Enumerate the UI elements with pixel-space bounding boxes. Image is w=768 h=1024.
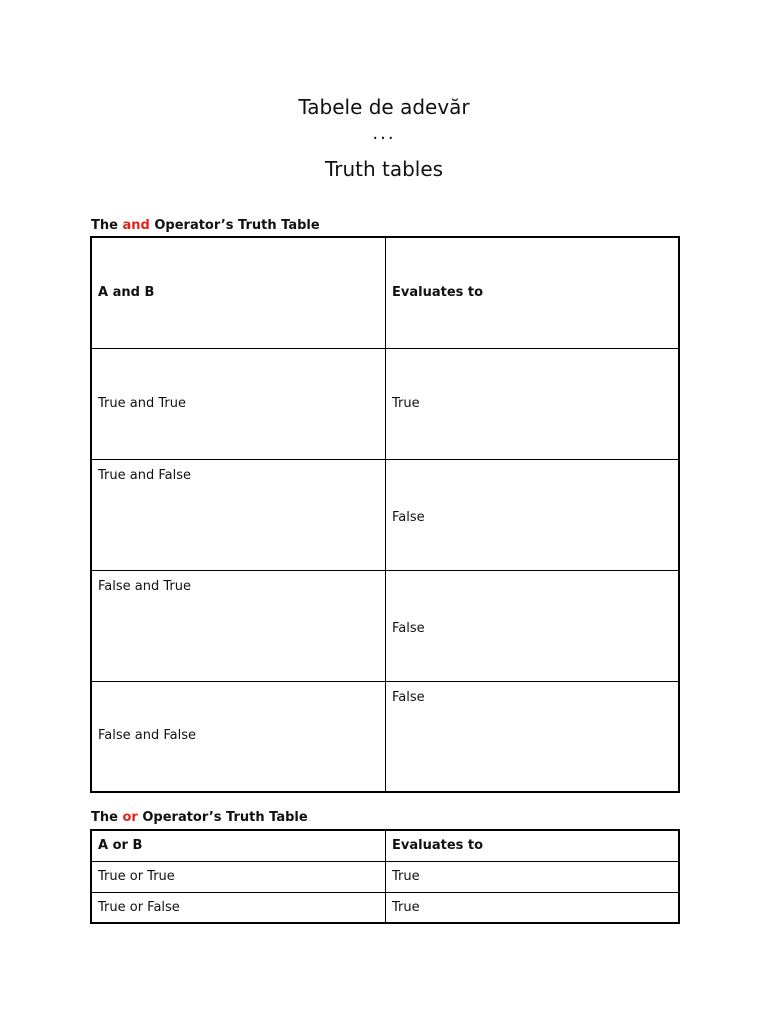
caption-suffix: Operator’s Truth Table — [142, 810, 308, 825]
caption-suffix: Operator’s Truth Table — [154, 218, 320, 233]
cell-result: False — [386, 459, 680, 570]
cell-expr: True and False — [91, 459, 386, 570]
page-title: Tabele de adevăr — [298, 95, 470, 119]
table-row — [91, 861, 679, 892]
or-truth-table — [90, 829, 680, 924]
cell-expr: True and True — [91, 348, 386, 459]
cell-result: True — [386, 861, 680, 892]
caption-keyword-or: or — [122, 810, 138, 825]
table-row — [91, 570, 679, 681]
header-expr: A or B — [91, 830, 386, 861]
title-separator: ... — [372, 123, 396, 144]
or-table-caption — [91, 810, 308, 826]
and-table-caption — [91, 218, 320, 234]
table-row — [91, 459, 679, 570]
caption-prefix: The — [91, 218, 118, 233]
table-row — [91, 681, 679, 792]
table-header-row — [91, 237, 679, 348]
caption-prefix: The — [91, 810, 118, 825]
cell-result: True — [386, 892, 680, 923]
caption-keyword-and: and — [122, 218, 150, 233]
header-result: Evaluates to — [386, 237, 680, 348]
table-header-row — [91, 830, 679, 861]
cell-result: True — [386, 348, 680, 459]
cell-expr: True or False — [91, 892, 386, 923]
cell-result: False — [386, 570, 680, 681]
header-expr: A and B — [91, 237, 386, 348]
cell-expr: False and False — [91, 681, 386, 792]
table-row — [91, 348, 679, 459]
cell-expr: True or True — [91, 861, 386, 892]
header-result: Evaluates to — [386, 830, 680, 861]
page-subtitle: Truth tables — [324, 157, 444, 181]
cell-result: False — [386, 681, 680, 792]
and-truth-table — [90, 236, 680, 793]
cell-expr: False and True — [91, 570, 386, 681]
table-row — [91, 892, 679, 923]
